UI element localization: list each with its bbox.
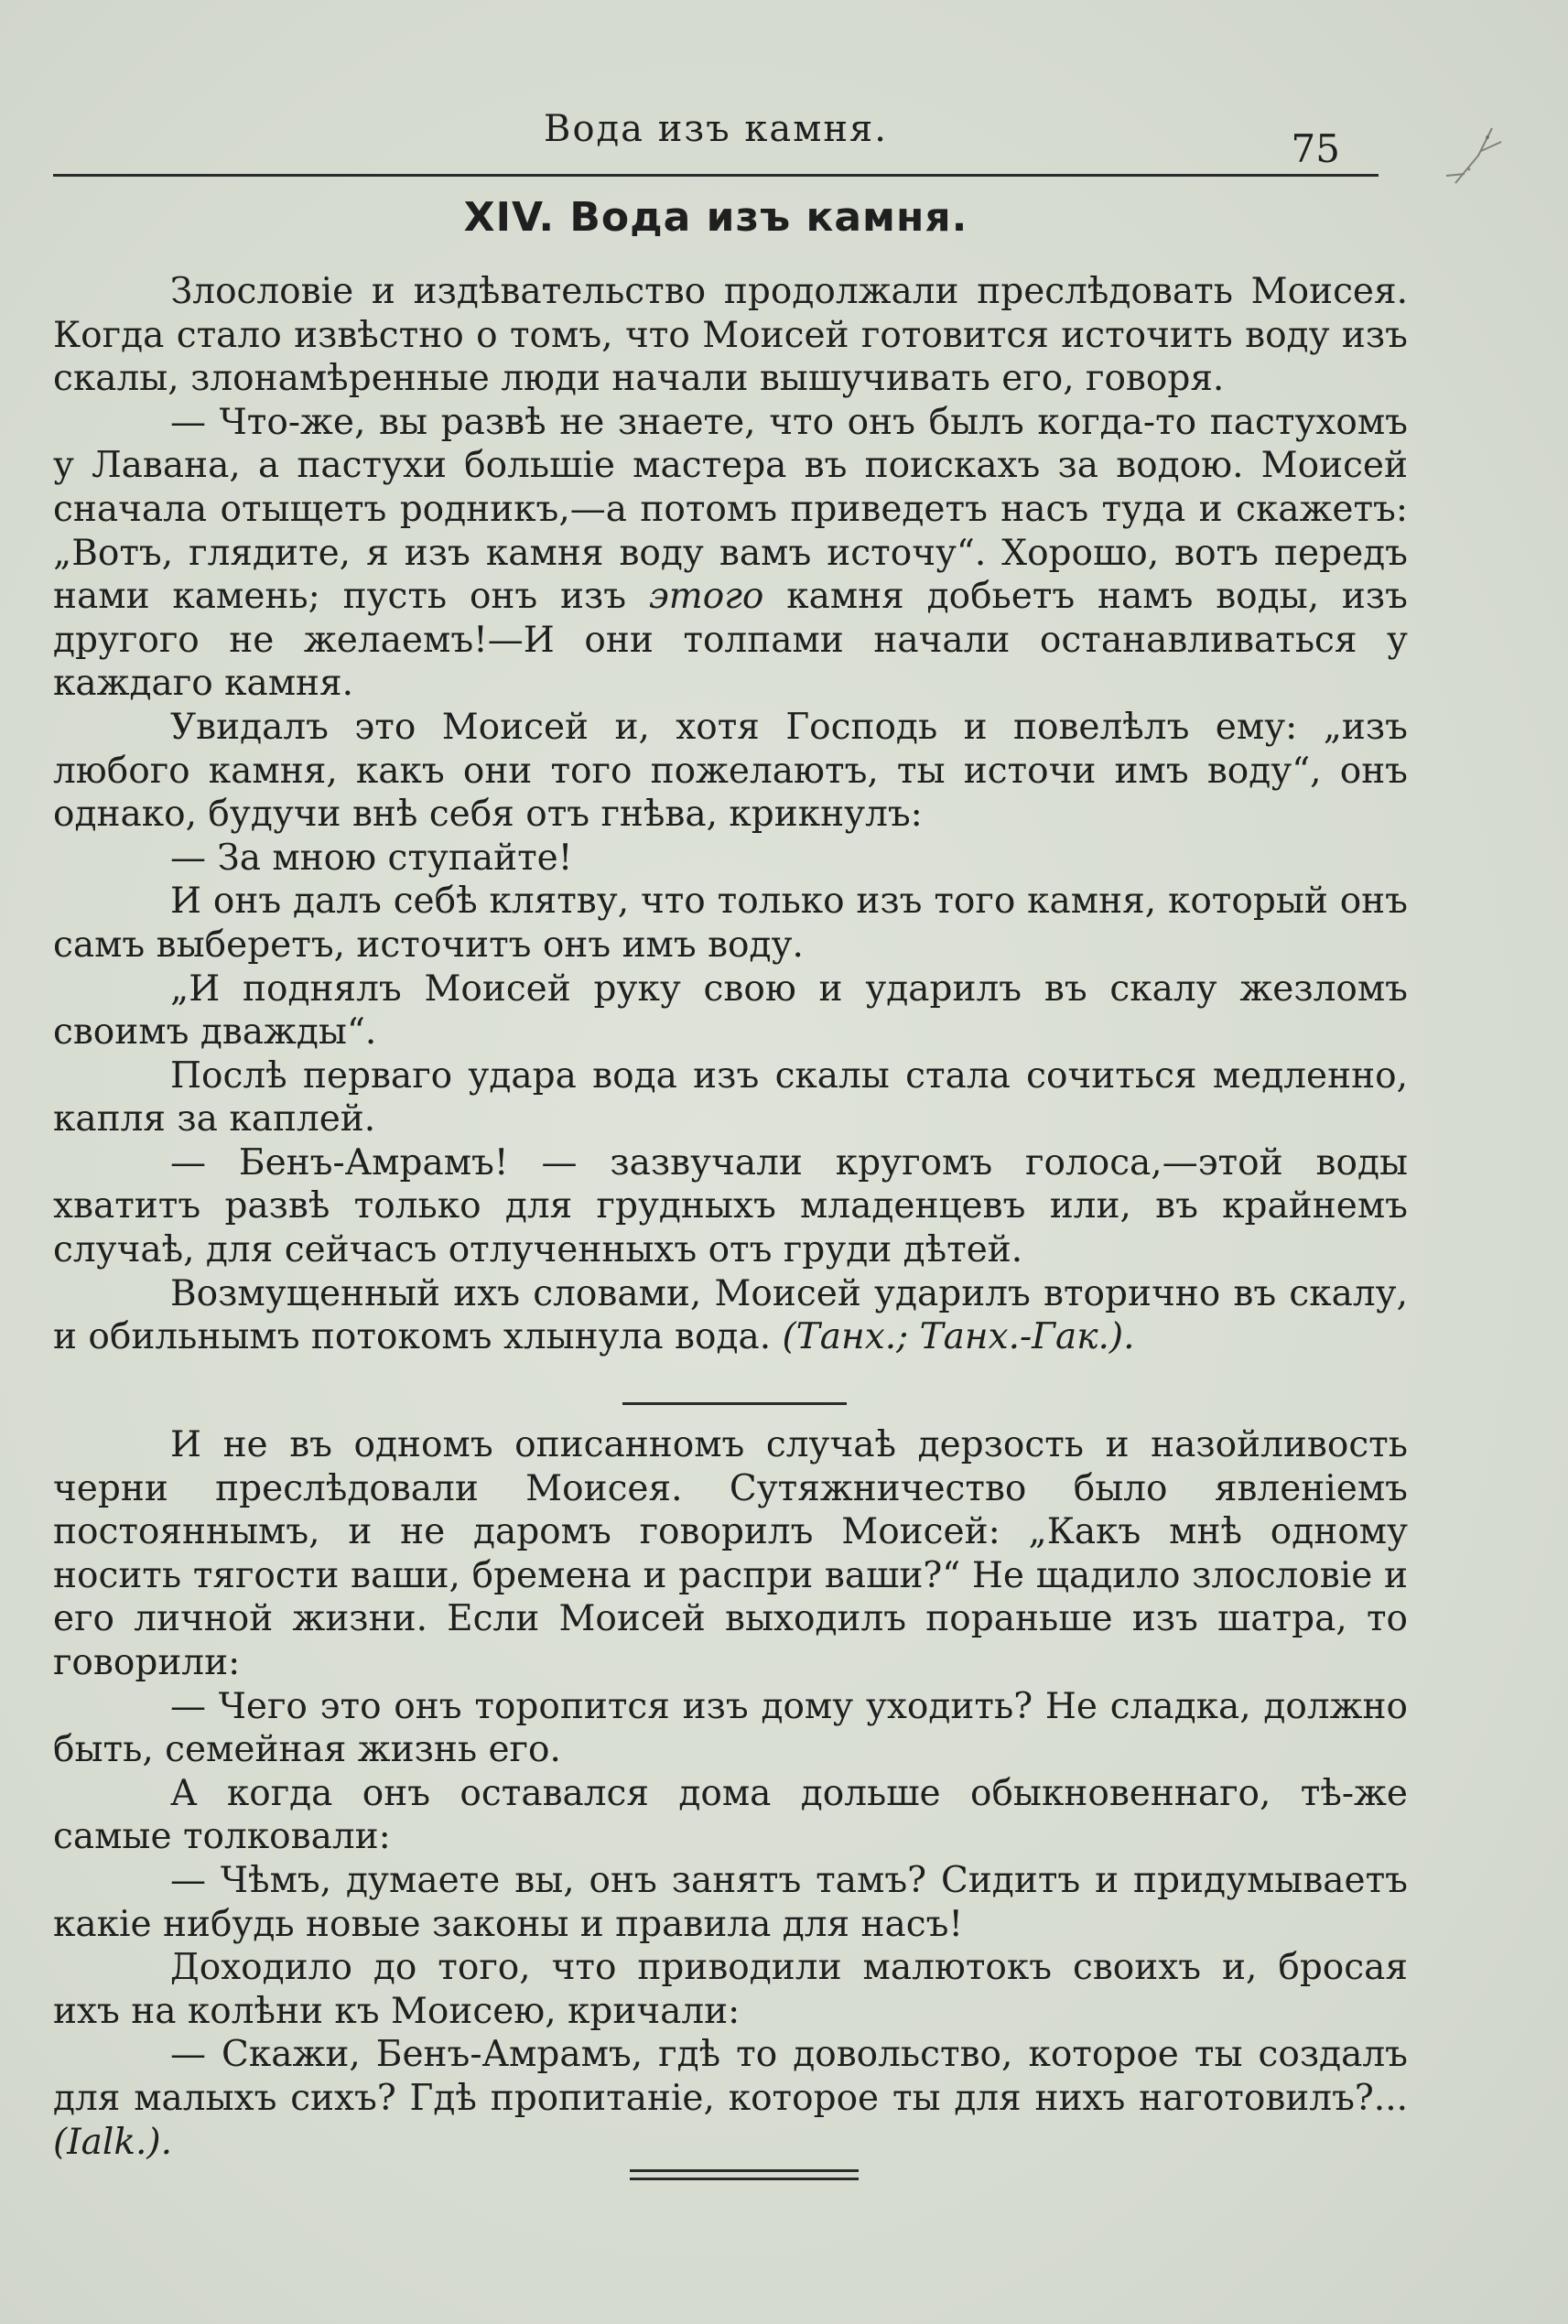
paragraph: „И поднялъ Моисей руку свою и ударилъ въ скалу жезломъ своимъ дважды“. xyxy=(53,967,1408,1054)
section-2-text xyxy=(53,1423,1408,2164)
paragraph-text: камня добьетъ намъ воды, изъ другого не желаемъ!—И они толпами начали останавливаться у каждаго камня. xyxy=(53,576,1408,705)
end-rule-top xyxy=(630,2169,859,2172)
end-rule-bottom xyxy=(630,2178,859,2180)
paragraph: Увидалъ это Моисей и, хотя Господь и повелѣлъ ему: „изъ любого камня, какъ они того пожелаютъ, ты источи имъ воду“, онъ однако, будучи внѣ себя отъ гнѣва, крикнулъ: xyxy=(53,706,1408,836)
paragraph: — Чего это онъ торопится изъ дому уходить? Не сладка, должно быть, семейная жизнь его. xyxy=(53,1685,1408,1771)
running-title: Вода изъ камня. xyxy=(544,108,888,150)
section-separator xyxy=(622,1402,847,1405)
chapter-title: XIV. Вода изъ камня. xyxy=(463,194,968,241)
paragraph: Послѣ перваго удара вода изъ скалы стала сочиться медленно, капля за каплей. xyxy=(53,1054,1408,1140)
paragraph-text: Возмущенный ихъ словами, Моисей ударилъ вторично въ скалу, и обильнымъ потокомъ хлынула вода. xyxy=(53,1272,1408,1358)
section-1-text xyxy=(53,270,1408,1359)
paragraph: И не въ одномъ описанномъ случаѣ дерзость и назойливость черни преслѣдовали Моисея. Сутяжничество было явленіемъ постояннымъ, и не даромъ говорилъ Моисей: „Какъ мнѣ одному носить тягости ваши, бремена и распри ваши?“ Не щадило злословіе и его личной жизни. Если Моисей выходилъ пораньше изъ шатра, то говорили: xyxy=(53,1424,1408,1683)
running-head xyxy=(53,108,1379,171)
paragraph: А когда онъ оставался дома дольше обыкновеннаго, тѣ-же самые толковали: xyxy=(53,1772,1408,1858)
paragraph: Доходило до того, что приводили малютокъ своихъ и, бросая ихъ на колѣни къ Моисею, кричали: xyxy=(53,1947,1408,2032)
paragraph: — Бенъ-Амрамъ! — зазвучали кругомъ голоса,—этой воды хватитъ развѣ только для грудныхъ младенцевъ или, въ крайнемъ случаѣ, для сейчасъ отлученныхъ отъ груди дѣтей. xyxy=(53,1141,1408,1271)
citation: (Танх.; Танх.-Гак.). xyxy=(782,1316,1135,1358)
citation: (Ialk.). xyxy=(53,2121,172,2163)
paragraph: И онъ далъ себѣ клятву, что только изъ того камня, который онъ самъ выберетъ, источитъ онъ имъ воду. xyxy=(53,881,1408,966)
paragraph: — Чѣмъ, думаете вы, онъ занятъ тамъ? Сидитъ и придумываетъ какіе нибудь новые законы и правила для насъ! xyxy=(53,1859,1408,1945)
paragraph-text: — Что-же, вы развѣ не знаете, что онъ былъ когда-то пастухомъ у Лавана, а пастухи большіе мастера въ поискахъ за водою. Моисей сначала отыщетъ родникъ,—а потомъ приведетъ насъ туда и скажетъ: „Вотъ, глядите, я изъ камня воду вамъ источу“. Хорошо, вотъ передъ нами камень; пусть онъ изъ xyxy=(53,401,1408,618)
paragraph xyxy=(53,2033,1408,2164)
paragraph: Злословіе и издѣвательство продолжали преслѣдовать Моисея. Когда стало извѣстно о томъ, что Моисей готовится источить воду изъ скалы, злонамѣренные люди начали вышучивать его, говоря. xyxy=(53,271,1408,400)
header-rule xyxy=(53,174,1379,177)
paragraph-text: — Скажи, Бенъ-Амрамъ, гдѣ то довольство, которое ты создалъ для малыхъ сихъ? Гдѣ пропитаніе, которое ты для нихъ наготовилъ?... xyxy=(53,2034,1408,2119)
italic-word: этого xyxy=(648,576,764,618)
page-number: 75 xyxy=(1291,126,1340,171)
paragraph xyxy=(53,1272,1408,1359)
margin-smudge xyxy=(1437,119,1519,211)
paragraph xyxy=(53,401,1408,706)
paragraph: — За мною ступайте! xyxy=(170,837,573,879)
